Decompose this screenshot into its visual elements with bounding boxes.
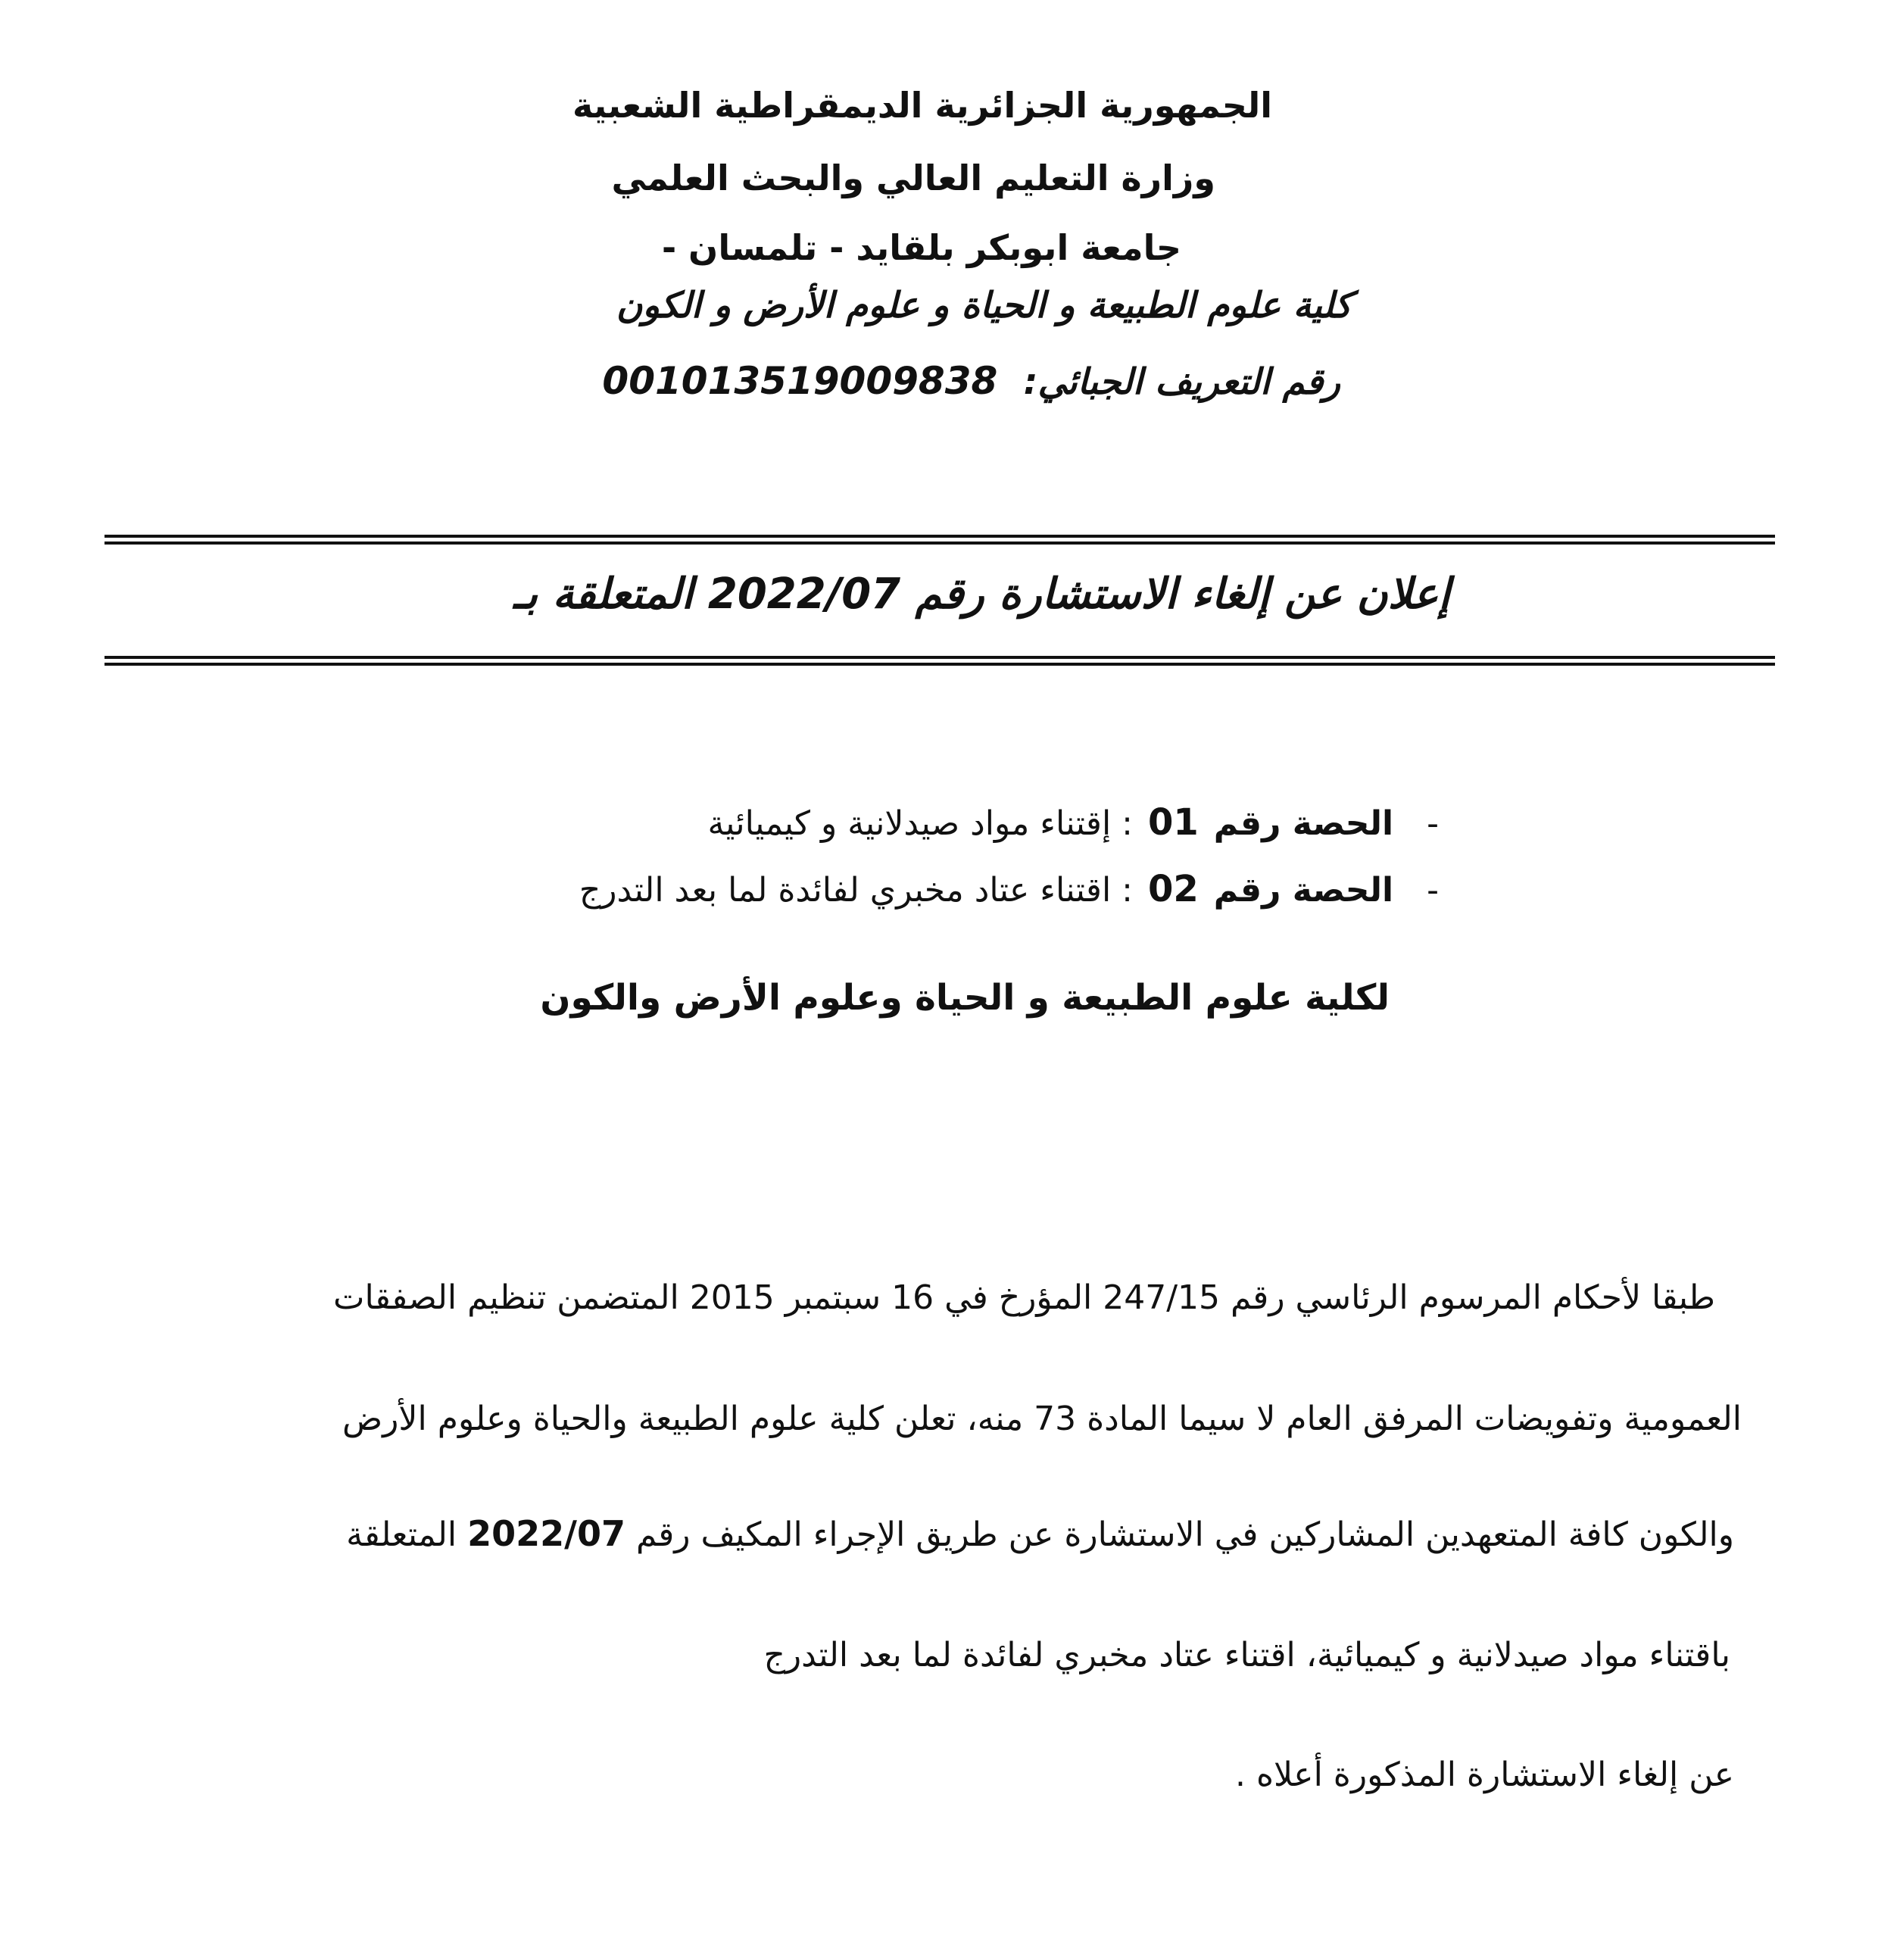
body-line-3-start: والكون كافة المتعهدين المشاركين في الاستشارة عن طريق الإجراء المكيف رقم: [635, 1515, 1734, 1554]
body-line-2: العمومية وتفويضات المرفق العام لا سيما المادة 73 منه، تعلن كلية علوم الطبيعة والحياة وعلوم الأرض: [342, 1400, 1742, 1438]
announcement-title: إعلان عن إلغاء الاستشارة رقم 2022/07 المتعلقة بـ: [513, 570, 1450, 619]
lot-number: 01: [1147, 801, 1199, 844]
tax-id-line: [602, 359, 1340, 403]
lot-label: الحصة رقم: [1213, 804, 1394, 843]
consultation-number: 2022/07: [467, 1513, 625, 1554]
lot-item: [579, 868, 1439, 910]
body-line-5: عن إلغاء الاستشارة المذكورة أعلاه .: [1235, 1756, 1734, 1794]
republic-heading: الجمهورية الجزائرية الديمقراطية الشعبية: [572, 85, 1272, 126]
lot-item: [708, 801, 1439, 844]
body-line-4: باقتناء مواد صيدلانية و كيميائية، اقتناء عتاد مخبري لفائدة لما بعد التدرج: [763, 1636, 1730, 1674]
title-bottom-rule: [105, 656, 1775, 666]
lot-label: الحصة رقم: [1213, 871, 1394, 910]
body-line-3: [346, 1513, 1734, 1554]
tax-id-value: 001013519009838: [602, 359, 998, 403]
lot-text: : إقتناء مواد صيدلانية و كيميائية: [707, 804, 1133, 843]
lot-dash: -: [1427, 871, 1439, 910]
body-line-1: طبقا لأحكام المرسوم الرئاسي رقم 247/15 المؤرخ في 16 سبتمبر 2015 المتضمن تنظيم الصفقات: [333, 1278, 1715, 1317]
university-heading: جامعة ابوبكر بلقايد - تلمسان -: [661, 227, 1181, 268]
lot-dash: -: [1427, 804, 1439, 843]
ministry-heading: وزارة التعليم العالي والبحث العلمي: [611, 158, 1215, 198]
lot-text: : اقتناء عتاد مخبري لفائدة لما بعد التدرج: [579, 871, 1133, 910]
faculty-line: لكلية علوم الطبيعة و الحياة وعلوم الأرض والكون: [540, 977, 1390, 1019]
title-top-rule: [105, 535, 1775, 545]
body-line-3-end: المتعلقة: [346, 1515, 457, 1554]
tax-id-label: رقم التعريف الجبائي:: [1023, 361, 1340, 403]
lot-number: 02: [1147, 868, 1199, 910]
faculty-heading: كلية علوم الطبيعة و الحياة و علوم الأرض و الكون: [616, 285, 1352, 326]
